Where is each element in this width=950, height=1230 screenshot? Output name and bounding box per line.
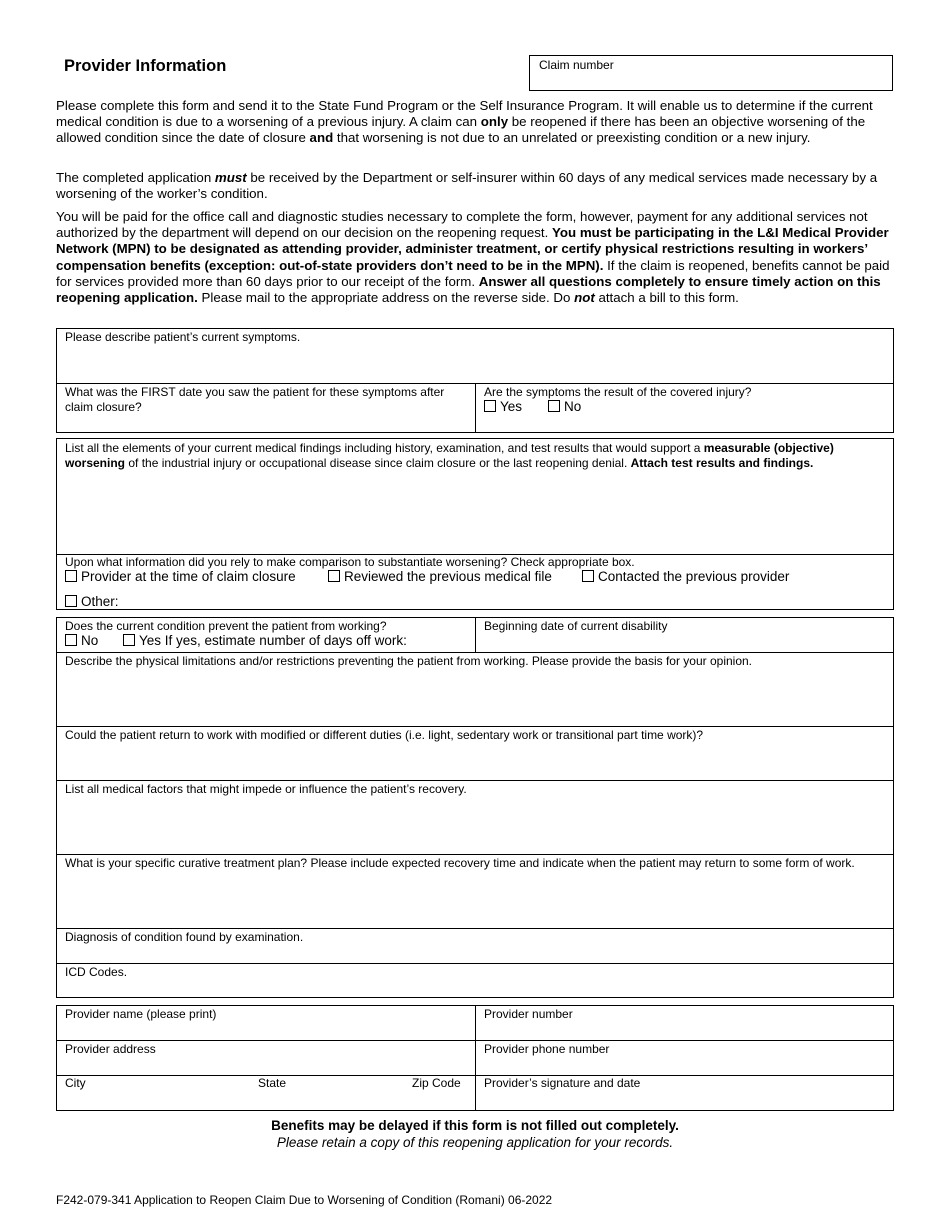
covered-no-option[interactable]: No bbox=[548, 399, 581, 414]
row-divider bbox=[57, 928, 893, 929]
return-to-work-label: Could the patient return to work with modified or different duties (i.e. light, sedentary work or transitional part time work)? bbox=[65, 728, 704, 742]
row-divider bbox=[57, 780, 893, 781]
divider bbox=[475, 618, 476, 652]
checkbox[interactable] bbox=[65, 595, 77, 607]
retain-copy-note: Please retain a copy of this reopening application for your records. bbox=[276, 1135, 674, 1150]
provider-section bbox=[56, 1005, 894, 1111]
provider-name-label: Provider name (please print) bbox=[65, 1007, 217, 1021]
city-label: City bbox=[65, 1076, 86, 1090]
intro-paragraph-3: You will be paid for the office call and diagnostic studies necessary to complete the form, however, payment for any additional services not authorized by the department will depend on our decision on the reopening request. You must be participating in the L&I Medical Provider Network (MPN) to be designated as attending provider, administer treatment, or certify physical restrictions resulting in workers’ compensation benefits (exception: out-of-state providers don’t need to be in the MPN). If the claim is reopened, benefits cannot be paid for services provided more than 60 days prior to our receipt of the form. Answer all questions completely to ensure timely action on this reopening application. Please mail to the appropriate address on the reverse side. Do not attach a bill to this form. bbox=[56, 209, 890, 306]
option-provider-closure[interactable]: Provider at the time of claim closure bbox=[65, 569, 296, 584]
checkbox[interactable] bbox=[123, 634, 135, 646]
checkbox[interactable] bbox=[582, 570, 594, 582]
row-divider bbox=[57, 854, 893, 855]
intro-paragraph-1: Please complete this form and send it to the State Fund Program or the Self Insurance Program. It will enable us to determine if the current medical condition is due to a worsening of a previous injury. A claim can only be reopened if there has been an objective worsening of the allowed condition since the date of closure and that worsening is not due to an unrelated or preexisting condition or a new injury. bbox=[56, 98, 873, 146]
prevent-yes-option[interactable]: Yes If yes, estimate number of days off work: bbox=[123, 633, 407, 648]
medical-factors-label: List all medical factors that might impede or influence the patient’s recovery. bbox=[65, 782, 467, 796]
divider bbox=[475, 1006, 476, 1110]
symptoms-label: Please describe patient’s current symptoms. bbox=[65, 330, 301, 344]
row-divider bbox=[57, 1040, 893, 1041]
beginning-date-label: Beginning date of current disability bbox=[484, 619, 668, 633]
covered-injury-label: Are the symptoms the result of the covered injury? bbox=[484, 385, 752, 399]
checkbox[interactable] bbox=[548, 400, 560, 412]
checkbox[interactable] bbox=[484, 400, 496, 412]
form-identifier: F242-079-341 Application to Reopen Claim Due to Worsening of Condition (Romani) 06-2022 bbox=[56, 1193, 553, 1207]
option-reviewed-file[interactable]: Reviewed the previous medical file bbox=[328, 569, 552, 584]
provider-phone-label: Provider phone number bbox=[484, 1042, 610, 1056]
prevent-working-label: Does the current condition prevent the patient from working? bbox=[65, 619, 387, 633]
state-label: State bbox=[258, 1076, 287, 1090]
checkbox[interactable] bbox=[65, 634, 77, 646]
signature-label: Provider’s signature and date bbox=[484, 1076, 641, 1090]
checkbox[interactable] bbox=[328, 570, 340, 582]
covered-yes-option[interactable]: Yes bbox=[484, 399, 522, 414]
first-date-label: What was the FIRST date you saw the patient for these symptoms after claim closure? bbox=[65, 385, 445, 414]
findings-label: List all the elements of your current medical findings including history, examination, and test results that would support a measurable (objective) worsening of the industrial injury or occupational disease since claim closure or the last reopening denial. Attach test results and findings. bbox=[65, 441, 834, 470]
comparison-label: Upon what information did you rely to make comparison to substantiate worsening? Check appropriate box. bbox=[65, 555, 635, 569]
checkbox[interactable] bbox=[65, 570, 77, 582]
row-divider bbox=[57, 652, 893, 653]
symptoms-section bbox=[56, 328, 894, 433]
option-contacted-provider[interactable]: Contacted the previous provider bbox=[582, 569, 789, 584]
prevent-no-option[interactable]: No bbox=[65, 633, 98, 648]
row-divider bbox=[57, 963, 893, 964]
zip-code-label: Zip Code bbox=[412, 1076, 461, 1090]
divider bbox=[475, 383, 476, 432]
page-title: Provider Information bbox=[64, 57, 227, 75]
findings-section bbox=[56, 438, 894, 610]
row-divider bbox=[57, 1075, 893, 1076]
row-divider bbox=[57, 726, 893, 727]
diagnosis-label: Diagnosis of condition found by examination. bbox=[65, 930, 304, 944]
provider-address-label: Provider address bbox=[65, 1042, 156, 1056]
icd-codes-label: ICD Codes. bbox=[65, 965, 128, 979]
completion-warning: Benefits may be delayed if this form is not filled out completely. bbox=[271, 1118, 679, 1133]
intro-paragraph-2: The completed application must be received by the Department or self-insurer within 60 days of any medical services made necessary by a worsening of the worker’s condition. bbox=[56, 170, 878, 202]
claim-number-label: Claim number bbox=[539, 58, 614, 72]
work-status-section bbox=[56, 617, 894, 998]
claim-number-field[interactable] bbox=[529, 55, 893, 91]
limitations-label: Describe the physical limitations and/or restrictions preventing the patient from working. Please provide the basis for your opinion. bbox=[65, 654, 753, 668]
provider-number-label: Provider number bbox=[484, 1007, 573, 1021]
option-other[interactable]: Other: bbox=[65, 594, 119, 609]
treatment-plan-label: What is your specific curative treatment plan? Please include expected recovery time and indicate when the patient may return to some form of work. bbox=[65, 856, 855, 870]
